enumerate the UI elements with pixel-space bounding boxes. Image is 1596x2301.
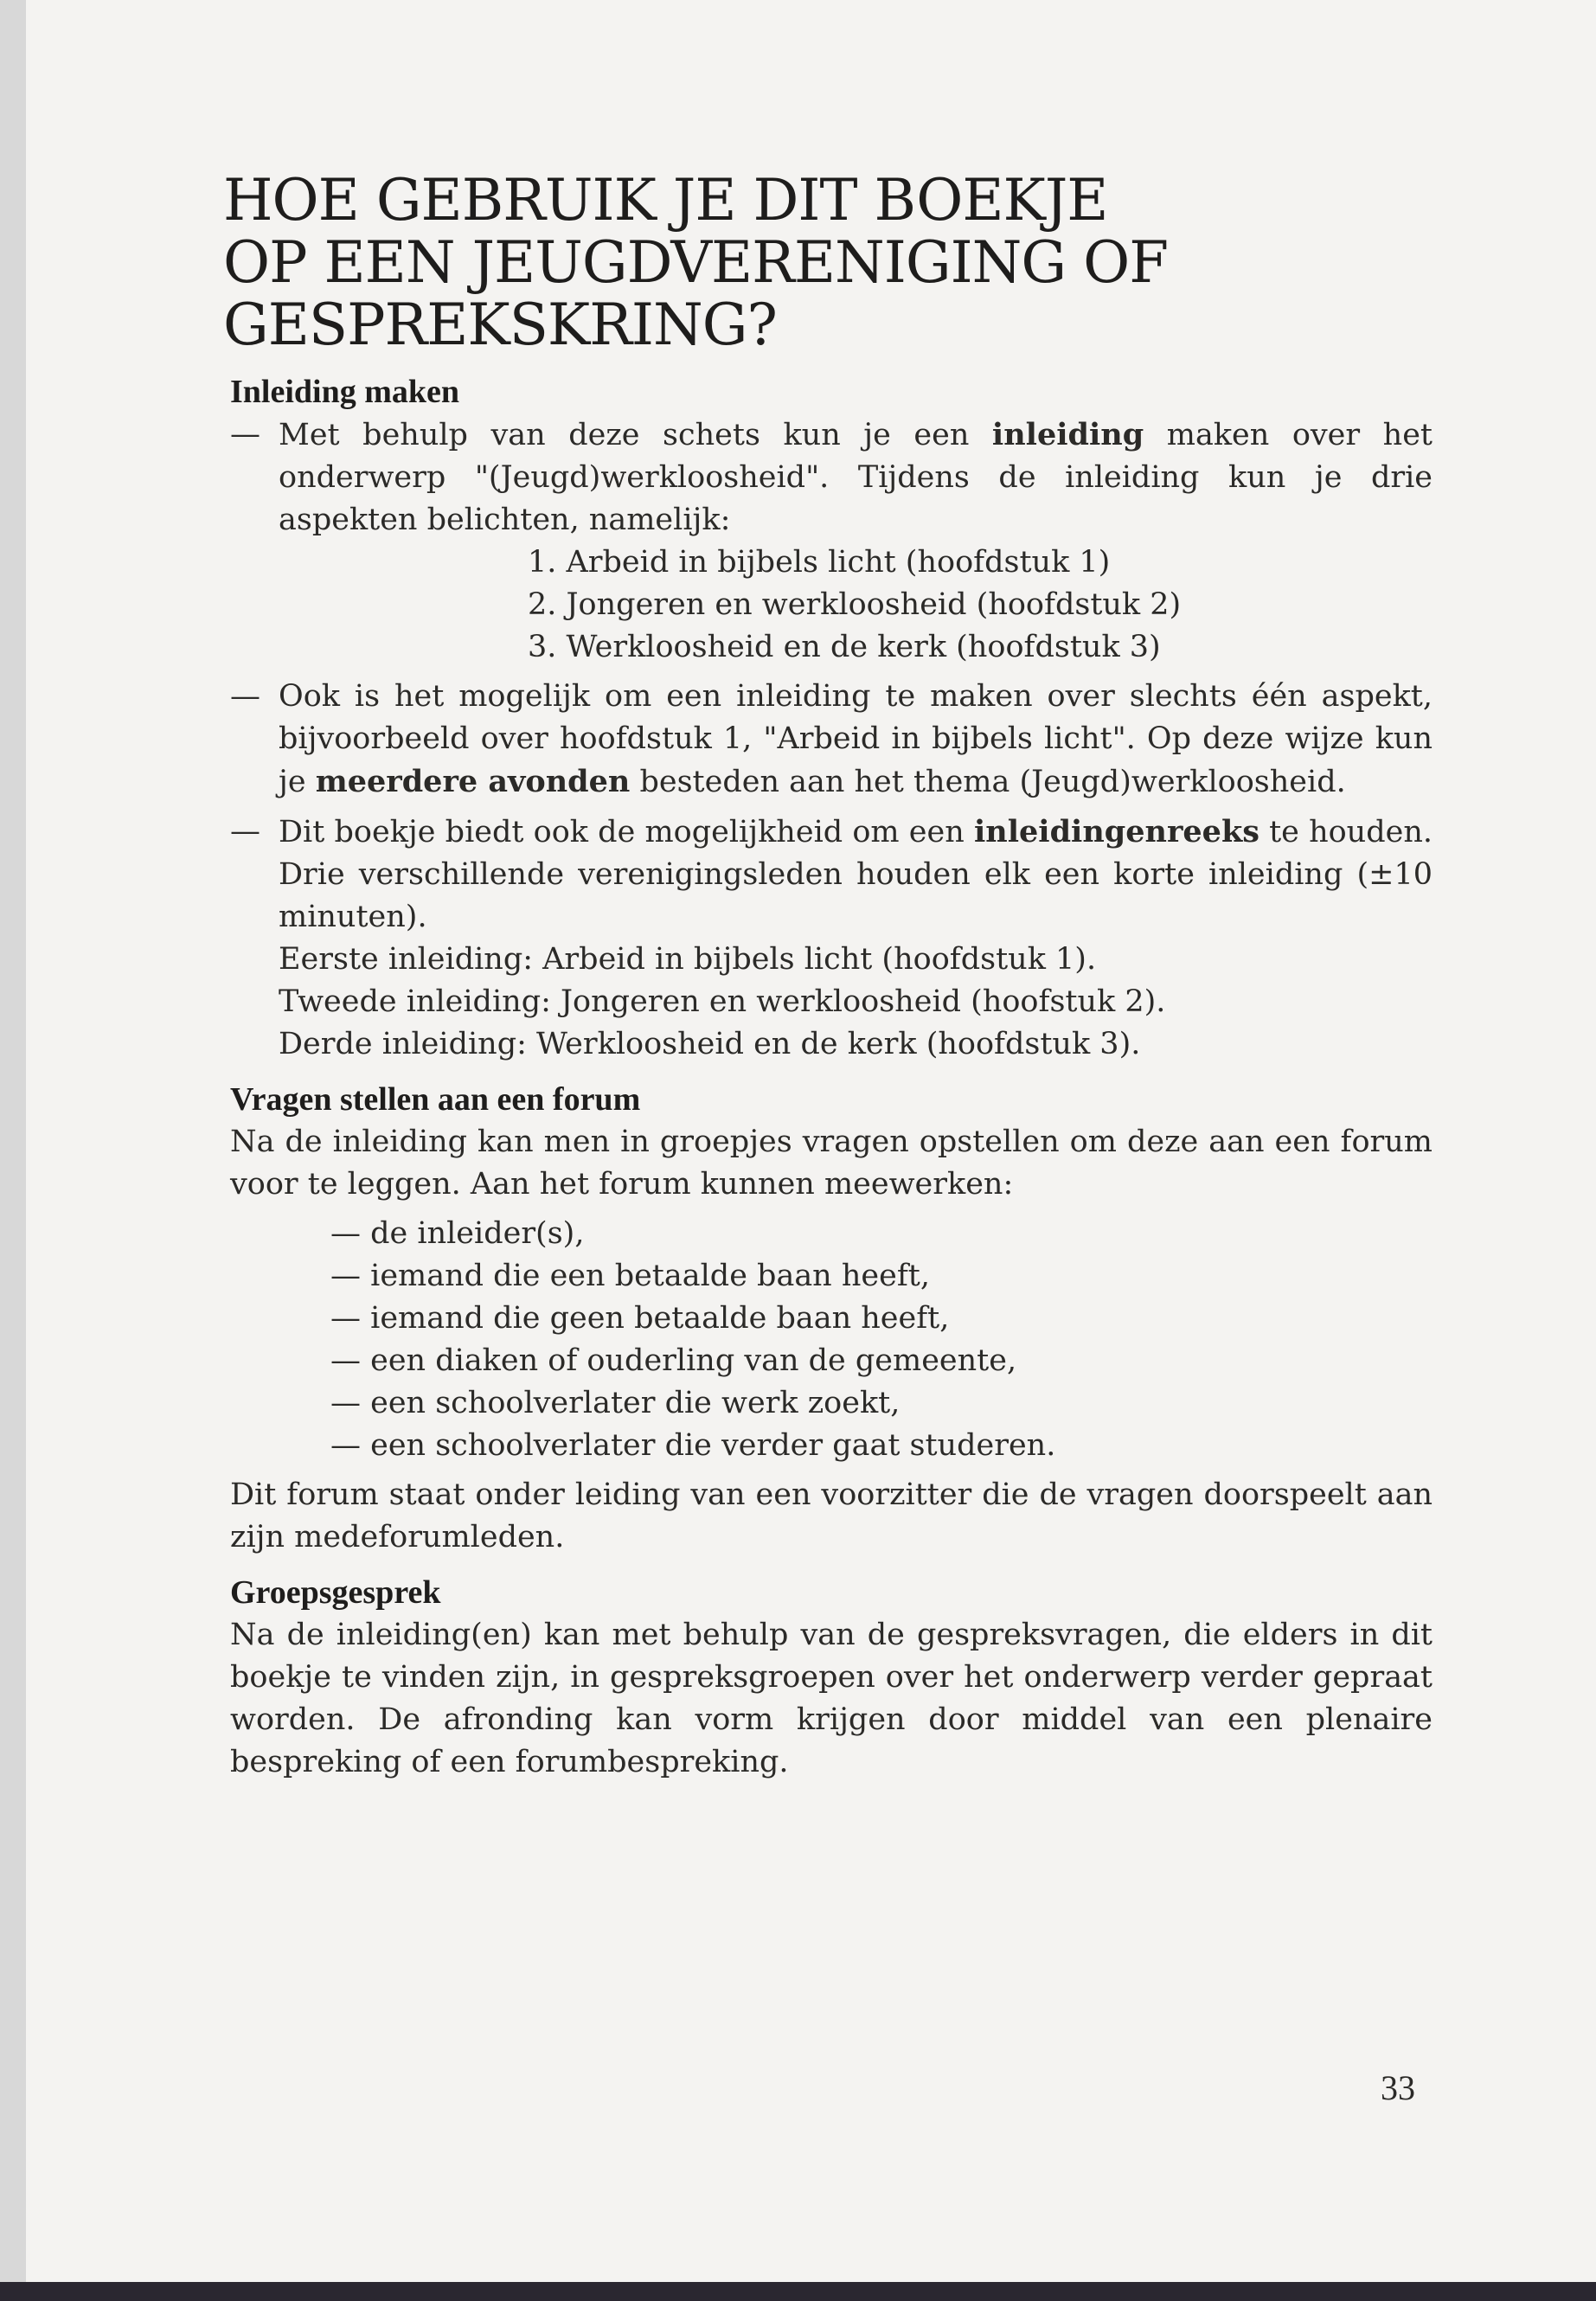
title-line-1: HOE GEBRUIK JE DIT BOEKJE [223, 167, 1108, 234]
section-heading-groepsgesprek: Groepsgesprek [230, 1574, 441, 1611]
item-text: te houden. Drie verschillende verenigingsleden houden elk een korte inleiding (±10 minuten). [279, 815, 1433, 934]
title-line-3: GESPREKSKRING? [223, 292, 777, 358]
chapter-item: 3. Werkloosheid en de kerk (hoofdstuk 3) [528, 630, 1161, 664]
paragraph: Dit forum staat onder leiding van een voorzitter die de vragen doorspeelt aan zijn medeforumleden. [230, 1477, 1433, 1554]
chapter-list [230, 542, 1433, 669]
section-heading-forum: Vragen stellen aan een forum [230, 1081, 641, 1118]
dash-mark: — [230, 417, 260, 452]
dash-mark: — [230, 814, 260, 849]
forum-member: — een diaken of ouderling van de gemeente, [330, 1343, 1017, 1378]
forum-member: — iemand die geen betaalde baan heeft, [330, 1301, 950, 1336]
item-emphasis: meerdere avonden [315, 764, 631, 799]
section-heading-inleiding: Inleiding maken [230, 374, 460, 410]
forum-member: — een schoolverlater die werk zoekt, [330, 1386, 901, 1420]
list-item [230, 676, 1433, 804]
page-title [223, 167, 1433, 358]
forum-member: — iemand die een betaalde baan heeft, [330, 1259, 930, 1293]
paragraph: Na de inleiding kan men in groepjes vragen opstellen om deze aan een forum voor te leggen. Aan het forum kunnen meewerken: [230, 1125, 1433, 1202]
chapter-item: 2. Jongeren en werkloosheid (hoofdstuk 2) [528, 587, 1182, 622]
chapter-item: 1. Arbeid in bijbels licht (hoofdstuk 1) [528, 545, 1111, 580]
item-text: Dit boekje biedt ook de mogelijkheid om een [279, 815, 974, 849]
page-content [223, 167, 1433, 1784]
item-text: besteden aan het thema (Jeugd)werkloosheid. [630, 765, 1346, 799]
item-emphasis: inleiding [991, 417, 1144, 452]
forum-member: — de inleider(s), [330, 1216, 585, 1251]
item-text: maken over het onderwerp "(Jeugd)werkloosheid". Tijdens de inleiding kun je drie aspekten belichten, namelijk: [279, 418, 1433, 537]
list-item [230, 413, 1433, 542]
lecture-line: Tweede inleiding: Jongeren en werkloosheid (hoofstuk 2). [279, 984, 1166, 1019]
item-text: Met behulp van deze schets kun je een [279, 418, 992, 452]
lecture-line: Derde inleiding: Werkloosheid en de kerk (hoofdstuk 3). [279, 1027, 1141, 1061]
dash-mark: — [230, 679, 260, 714]
item-emphasis: inleidingenreeks [973, 814, 1259, 849]
page-number: 33 [1381, 2068, 1415, 2107]
item-text: Ook is het mogelijk om een inleiding te maken over slechts één aspekt, bijvoorbeeld over hoofdstuk 1, "Arbeid in bijbels licht". Op deze wijze kun je [279, 679, 1433, 799]
title-line-2: OP EEN JEUGDVERENIGING OF [223, 229, 1169, 296]
forum-members-list [230, 1213, 1433, 1467]
list-item [230, 811, 1433, 1066]
scan-edge [0, 2282, 1596, 2301]
lecture-line: Eerste inleiding: Arbeid in bijbels licht (hoofdstuk 1). [279, 942, 1097, 977]
forum-member: — een schoolverlater die verder gaat studeren. [330, 1428, 1056, 1463]
paragraph: Na de inleiding(en) kan met behulp van de gespreksvragen, die elders in dit boekje te vinden zijn, in gespreksgroepen over het onderwerp verder gepraat worden. De afronding kan vorm krijgen door middel van een plenaire bespreking of een forumbespreking. [230, 1618, 1433, 1779]
